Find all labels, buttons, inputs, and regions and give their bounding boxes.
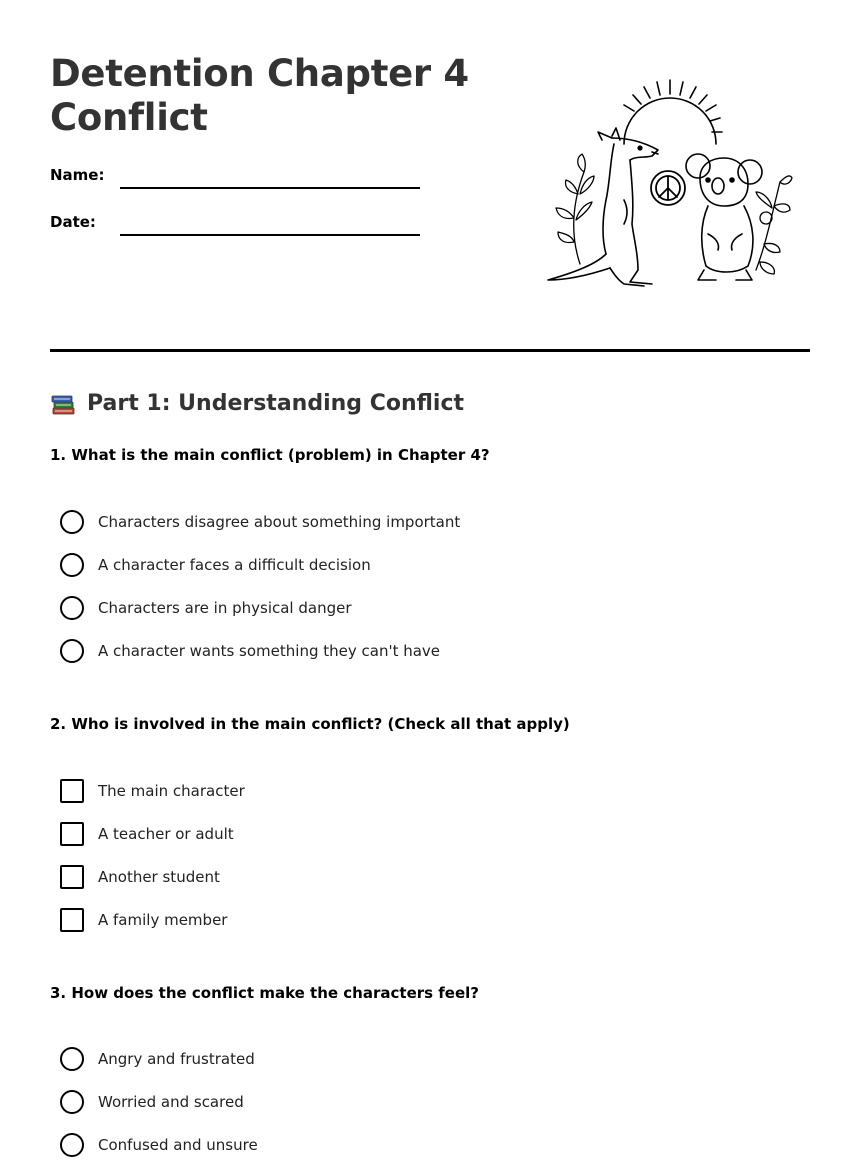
- radio-button[interactable]: [60, 1133, 84, 1157]
- date-label: Date:: [50, 213, 96, 231]
- header-divider: [50, 349, 810, 352]
- peace-sign-icon: [651, 171, 685, 205]
- q2-option-3[interactable]: [60, 864, 220, 890]
- q1-option-2[interactable]: [60, 552, 371, 578]
- radio-button[interactable]: [60, 553, 84, 577]
- kangaroo-icon: [548, 128, 658, 286]
- option-label: Angry and frustrated: [98, 1050, 255, 1068]
- books-icon: [50, 391, 77, 418]
- leaf-branch-icon: [556, 154, 594, 264]
- q3-option-1[interactable]: [60, 1046, 255, 1072]
- name-label: Name:: [50, 166, 105, 184]
- checkbox[interactable]: [60, 908, 84, 932]
- option-label: Worried and scared: [98, 1093, 244, 1111]
- option-label: A family member: [98, 911, 228, 929]
- option-label: A teacher or adult: [98, 825, 234, 843]
- option-label: Characters disagree about something important: [98, 513, 461, 531]
- section-heading-part-1: [50, 388, 464, 420]
- title-line-1: Detention Chapter 4: [50, 52, 469, 95]
- radio-button[interactable]: [60, 1090, 84, 1114]
- page-title: [50, 52, 469, 140]
- kangaroo-koala-illustration: [540, 74, 800, 296]
- q1-option-3[interactable]: [60, 595, 352, 621]
- question-1: 1. What is the main conflict (problem) in Chapter 4?: [50, 446, 490, 464]
- checkbox[interactable]: [60, 865, 84, 889]
- name-field[interactable]: [120, 187, 420, 189]
- q1-option-1[interactable]: [60, 509, 460, 535]
- section-heading-text: Part 1: Understanding Conflict: [87, 391, 465, 416]
- q3-option-3[interactable]: [60, 1132, 258, 1158]
- question-2: 2. Who is involved in the main conflict? (Check all that apply): [50, 715, 570, 733]
- question-3: 3. How does the conflict make the characters feel?: [50, 984, 480, 1002]
- radio-button[interactable]: [60, 510, 84, 534]
- q1-option-4[interactable]: [60, 638, 440, 664]
- option-label: A character wants something they can't have: [98, 642, 441, 660]
- option-label: Another student: [98, 868, 220, 886]
- title-line-2: Conflict: [50, 96, 208, 139]
- q2-option-4[interactable]: [60, 907, 227, 933]
- option-label: Characters are in physical danger: [98, 599, 352, 617]
- q3-option-2[interactable]: [60, 1089, 244, 1115]
- radio-button[interactable]: [60, 596, 84, 620]
- radio-button[interactable]: [60, 639, 84, 663]
- q2-option-2[interactable]: [60, 821, 234, 847]
- q2-option-1[interactable]: [60, 778, 245, 804]
- sun-icon: [624, 80, 722, 144]
- radio-button[interactable]: [60, 1047, 84, 1071]
- option-label: A character faces a difficult decision: [98, 556, 371, 574]
- koala-icon: [686, 154, 762, 280]
- option-label: The main character: [98, 782, 245, 800]
- option-label: Confused and unsure: [98, 1136, 258, 1154]
- checkbox[interactable]: [60, 779, 84, 803]
- date-field[interactable]: [120, 234, 420, 236]
- checkbox[interactable]: [60, 822, 84, 846]
- leaf-branch-icon: [756, 176, 792, 274]
